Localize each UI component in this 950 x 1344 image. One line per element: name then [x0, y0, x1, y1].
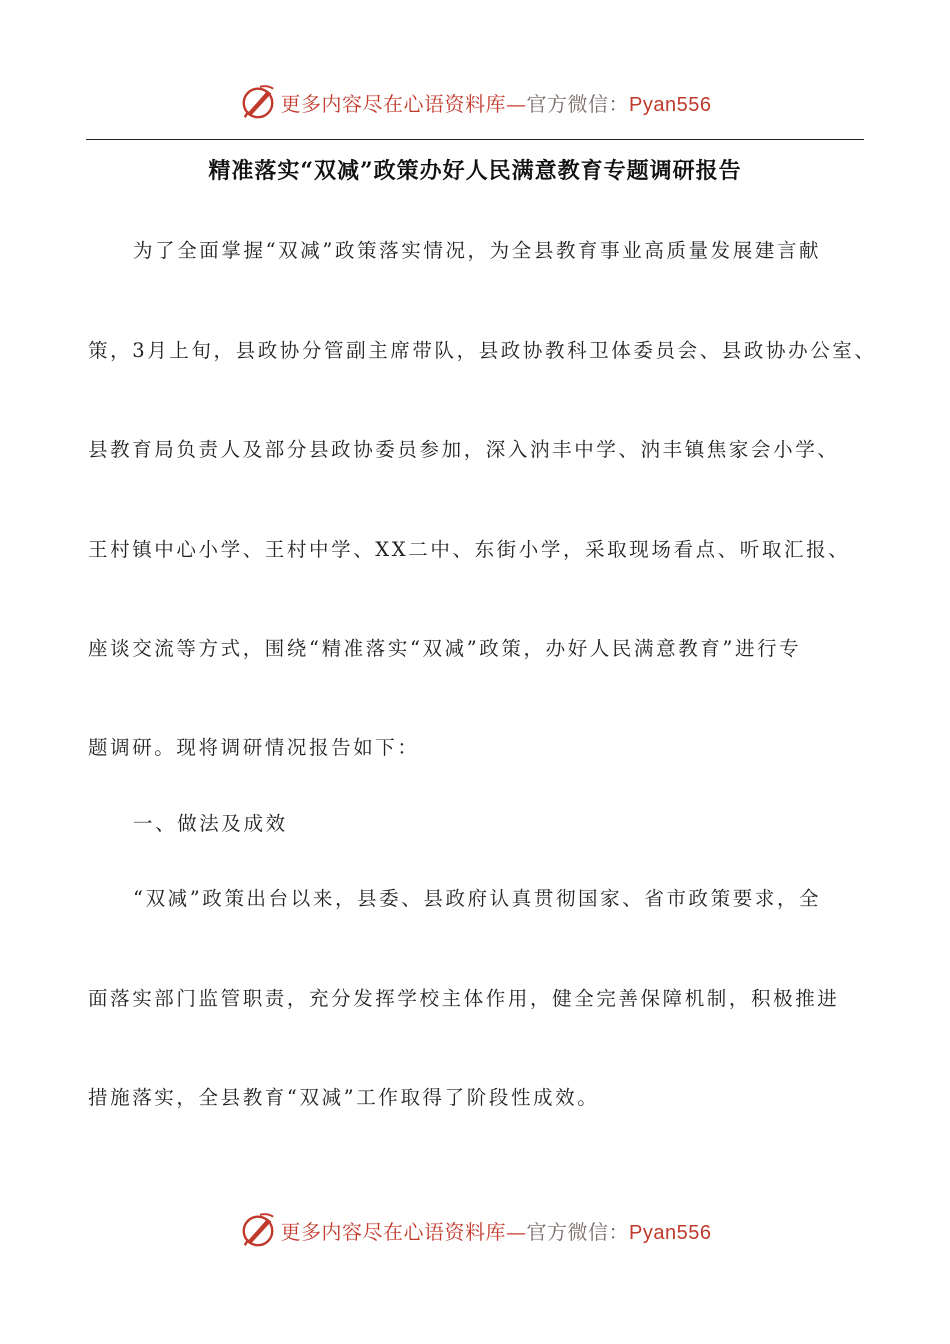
quill-pen-logo-icon: [239, 83, 277, 121]
paragraph-line: 面落实部门监管职责，充分发挥学校主体作用，健全完善保障机制，积极推进: [88, 987, 840, 1010]
quill-pen-logo-icon: [239, 1211, 277, 1249]
header-watermark-banner: [0, 80, 950, 124]
banner-wechat-id: Pyan556: [629, 93, 712, 116]
header-divider: [86, 139, 864, 140]
document-title: 精准落实“双减”政策办好人民满意教育专题调研报告: [208, 158, 742, 184]
paragraph-line: 为了全面掌握“双减”政策落实情况，为全县教育事业高质量发展建言献: [133, 239, 822, 262]
paragraph-line: 措施落实，全县教育“双减”工作取得了阶段性成效。: [88, 1086, 600, 1109]
paragraph-line: 县教育局负责人及部分县政协委员参加，深入汭丰中学、汭丰镇焦家会小学、: [88, 438, 840, 461]
banner-text: [281, 1216, 712, 1245]
paragraph-line: 题调研。现将调研情况报告如下：: [88, 736, 420, 759]
banner-main-text: 更多内容尽在心语资料库: [280, 91, 507, 116]
paragraph-line: 王村镇中心小学、王村中学、XX二中、东街小学，采取现场看点、听取汇报、: [88, 538, 851, 561]
paragraph-line: 座谈交流等方式，围绕“精准落实“双减”政策，办好人民满意教育”进行专: [88, 637, 802, 660]
paragraph-line: “双减”政策出台以来，县委、县政府认真贯彻国家、省市政策要求，全: [133, 887, 822, 910]
section-heading: 一、做法及成效: [133, 812, 288, 835]
banner-wechat-id: Pyan556: [629, 1221, 712, 1244]
banner-wechat-label: 官方微信：: [526, 1219, 630, 1244]
paragraph-line: 策，3月上旬，县政协分管副主席带队，县政协教科卫体委员会、县政协办公室、: [88, 339, 877, 362]
banner-main-text: 更多内容尽在心语资料库: [280, 1219, 507, 1244]
banner-dash: —: [506, 1219, 527, 1244]
banner-text: [281, 88, 712, 117]
banner-dash: —: [506, 91, 527, 116]
banner-wechat-label: 官方微信：: [526, 91, 630, 116]
footer-watermark-banner: [0, 1208, 950, 1252]
